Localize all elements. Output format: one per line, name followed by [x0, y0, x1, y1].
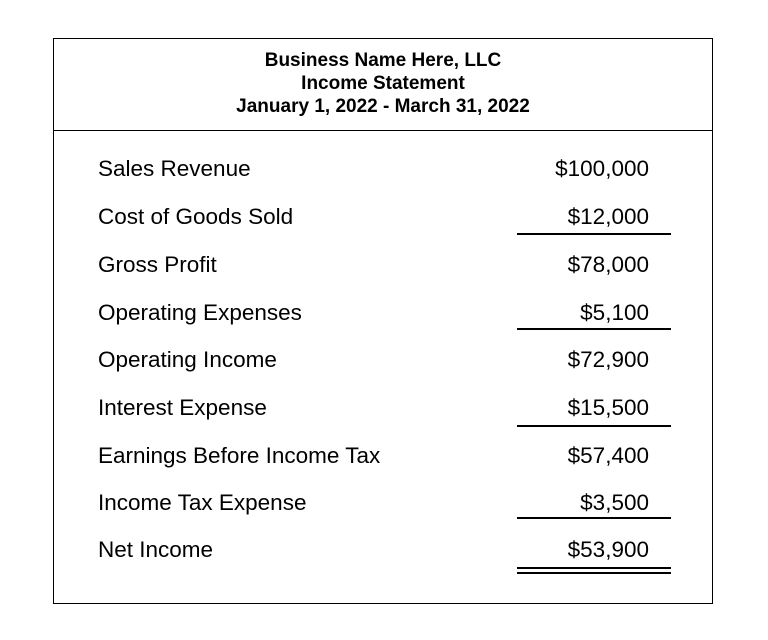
row-operating-expenses: [54, 298, 712, 332]
subtotal-rule: [517, 328, 671, 330]
row-label: Operating Expenses: [98, 300, 302, 325]
total-double-rule-bottom: [517, 572, 671, 574]
subtotal-rule: [517, 517, 671, 519]
statement-header: [54, 39, 712, 131]
statement-period: January 1, 2022 - March 31, 2022: [236, 96, 530, 117]
row-amount: $12,000: [567, 204, 649, 229]
row-interest-expense: [54, 393, 712, 427]
row-gross-profit: [54, 250, 712, 284]
row-amount: $100,000: [555, 156, 649, 181]
company-name: Business Name Here, LLC: [264, 50, 502, 71]
row-amount: $57,400: [567, 443, 649, 468]
row-amount: $53,900: [567, 537, 649, 562]
row-operating-income: [54, 345, 712, 379]
row-earnings-before-income-tax: [54, 441, 712, 475]
total-double-rule-top: [517, 567, 671, 569]
row-label: Interest Expense: [98, 395, 267, 420]
row-cost-of-goods-sold: [54, 202, 712, 236]
row-label: Cost of Goods Sold: [98, 204, 294, 229]
row-amount: $5,100: [580, 300, 649, 325]
row-amount: $72,900: [567, 347, 649, 372]
subtotal-rule: [517, 233, 671, 235]
row-label: Sales Revenue: [98, 156, 251, 181]
row-label: Earnings Before Income Tax: [98, 443, 381, 468]
row-amount: $15,500: [567, 395, 649, 420]
statement-title: Income Statement: [301, 73, 465, 94]
row-label: Income Tax Expense: [98, 490, 307, 515]
row-sales-revenue: [54, 154, 712, 188]
row-label: Net Income: [98, 537, 214, 562]
row-amount: $78,000: [567, 252, 649, 277]
row-net-income: [54, 535, 712, 569]
income-statement: [53, 38, 713, 604]
row-label: Operating Income: [98, 347, 277, 372]
subtotal-rule: [517, 425, 671, 427]
row-label: Gross Profit: [98, 252, 217, 277]
row-amount: $3,500: [580, 490, 649, 515]
